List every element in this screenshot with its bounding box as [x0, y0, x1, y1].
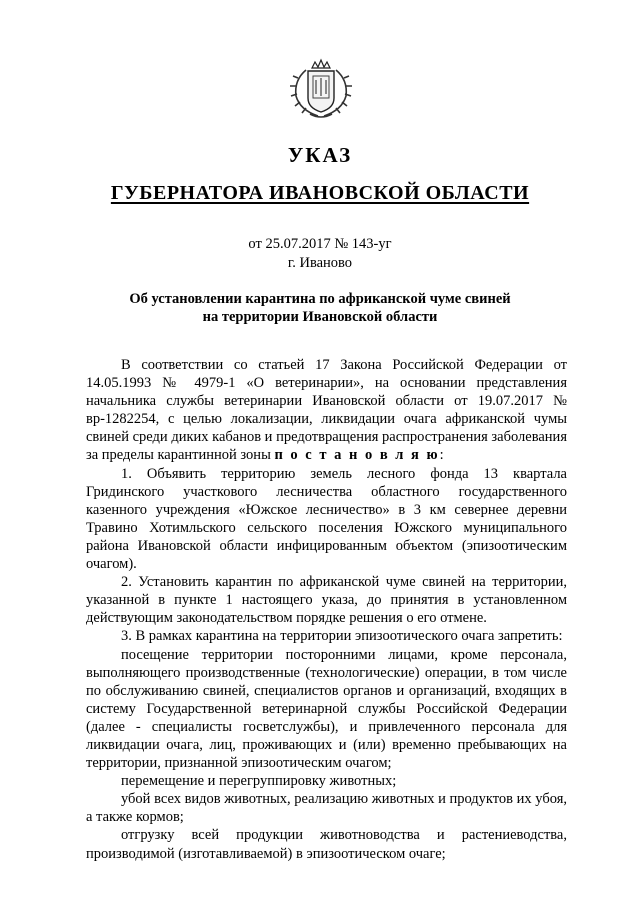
subitem-1: посещение территории посторонними лицами, кроме персонала, выполняющего производственные (технологические) операции, в том числе по обслуживанию свиней, специалистов органов и организаций, входящих в систему Государственной ветеринарной службы Российской Федерации (далее - специалисты госветслужбы), и привлеченного персонала для ликвидации очага, лиц, проживающих и (или) временно пребывающих на территории, признанной эпизоотическим очагом;: [86, 646, 567, 772]
item-2: 2. Установить карантин по африканской чуме свиней на территории, указанной в пункте 1 настоящего указа, до принятия в установленном действующим законодательством порядке решения о его отмене.: [86, 574, 567, 627]
preamble-keyword: п о с т а н о в л я ю: [274, 447, 440, 464]
subitem-2: перемещение и перегруппировку животных;: [121, 773, 397, 790]
item-1: 1. Объявить территорию земель лесного фонда 13 квартала Гридинского участкового лесничества областного государственного казенного учреждения «Южское лесничество» в 3 км севернее деревни Травино Хотимльского сельского поселения Южского муниципального района Ивановской области инфицированным объектом (эпизоотическим очагом).: [86, 465, 567, 573]
subitem-4: отгрузку всей продукции животноводства и растениеводства, производимой (изготавливаемой) в эпизоотическом очаге;: [86, 827, 567, 862]
doc-title-line1: Об установлении карантина по африканской чуме свиней: [129, 291, 511, 307]
item-3: 3. В рамках карантина на территории эпизоотического очага запретить:: [121, 628, 563, 645]
coat-of-arms-icon: [288, 58, 354, 120]
preamble: В соответствии со статьей 17 Закона Российской Федерации от 14.05.1993 № 4979-1 «О ветеринарии», на основании представления начальника службы ветеринарии Ивановской области от 19.07.2017 № вр-1282254, с целью локализации, ликвидации очага африканской чумы свиней среди диких кабанов и предотвращения распространения заболевания за пределы карантинной зоны п о с т а н о в л я ю:: [86, 357, 567, 464]
city: г. Иваново: [287, 255, 353, 271]
subitem-3: убой всех видов животных, реализацию животных и продуктов их убоя, а также кормов;: [86, 791, 567, 826]
document-body: [86, 356, 567, 863]
document-type: УКАЗ: [287, 143, 353, 167]
issuer: ГУБЕРНАТОРА ИВАНОВСКОЙ ОБЛАСТИ: [110, 182, 530, 204]
date-number: от 25.07.2017 № 143-уг: [248, 236, 392, 252]
doc-title-line2: на территории Ивановской области: [202, 309, 438, 325]
